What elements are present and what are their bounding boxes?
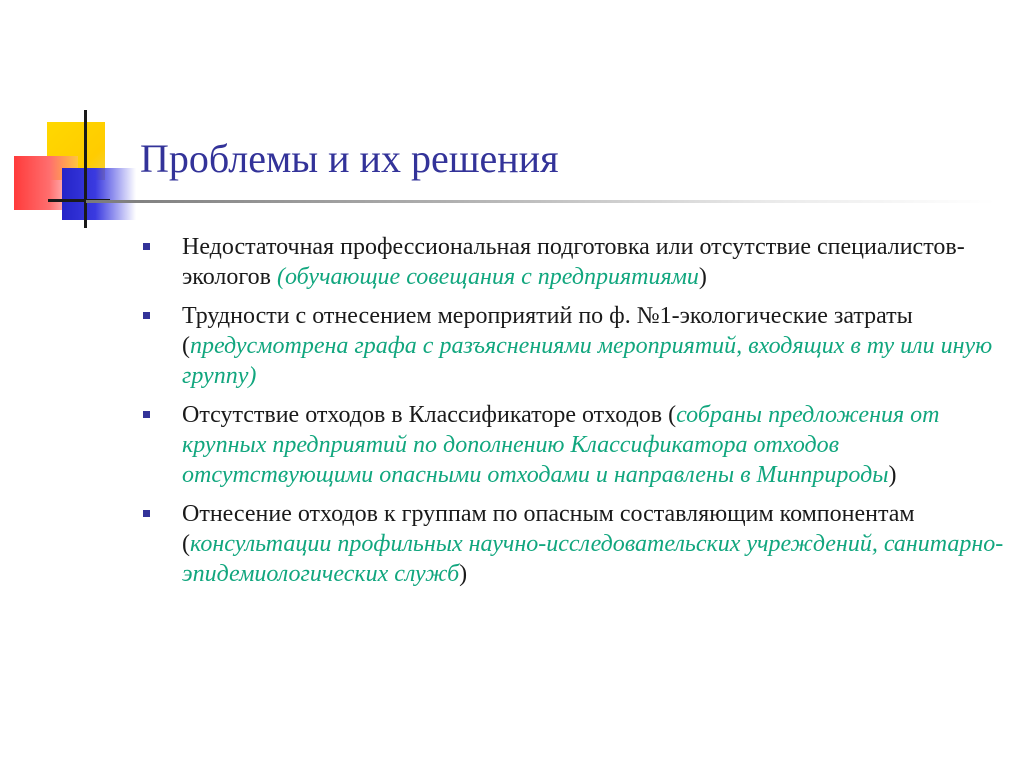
square-bullet-icon <box>143 243 150 250</box>
bullet-note: (обучающие совещания с предприятиями <box>276 264 699 290</box>
decorative-vertical-line <box>84 110 87 228</box>
bullet-note-close: ) <box>888 462 897 488</box>
bullet-note-open: ( <box>182 531 190 557</box>
bullet-note: предусмотрена графа с разъяснениями мероприятий, входящих в ту или иную группу) <box>182 333 993 389</box>
bullet-text: Отнесение отходов к группам по опасным составляющим компонентам <box>182 501 915 527</box>
bullet-list <box>140 232 1010 598</box>
decorative-blue-square <box>62 168 136 220</box>
bullet-note-open: ( <box>668 402 677 428</box>
square-bullet-icon <box>143 312 150 319</box>
title-underline <box>86 200 996 203</box>
bullet-text: Отсутствие отходов в Классификаторе отходов <box>182 402 669 428</box>
slide-title: Проблемы и их решения <box>140 136 559 181</box>
bullet-text: Трудности с отнесением мероприятий по ф. №1-экологические затраты <box>182 303 913 329</box>
bullet-note: консультации профильных научно-исследовательских учреждений, санитарно-эпидемиологических служб <box>182 531 1004 587</box>
bullet-note: собраны предложения от крупных предприятий по дополнению Классификатора отходов отсутствующими опасными отходами и направлены в Минприроды <box>182 402 940 488</box>
bullet-note-close: ) <box>459 561 468 587</box>
bullet-item-2 <box>140 301 1010 391</box>
bullet-item-4 <box>140 499 1010 589</box>
square-bullet-icon <box>143 510 150 517</box>
square-bullet-icon <box>143 411 150 418</box>
bullet-note-open: ( <box>182 333 190 359</box>
bullet-text: Недостаточная профессиональная подготовка или отсутствие специалистов-экологов <box>182 234 965 290</box>
bullet-item-1 <box>140 232 1010 292</box>
bullet-item-3 <box>140 400 1010 490</box>
bullet-note-close: ) <box>698 264 707 290</box>
